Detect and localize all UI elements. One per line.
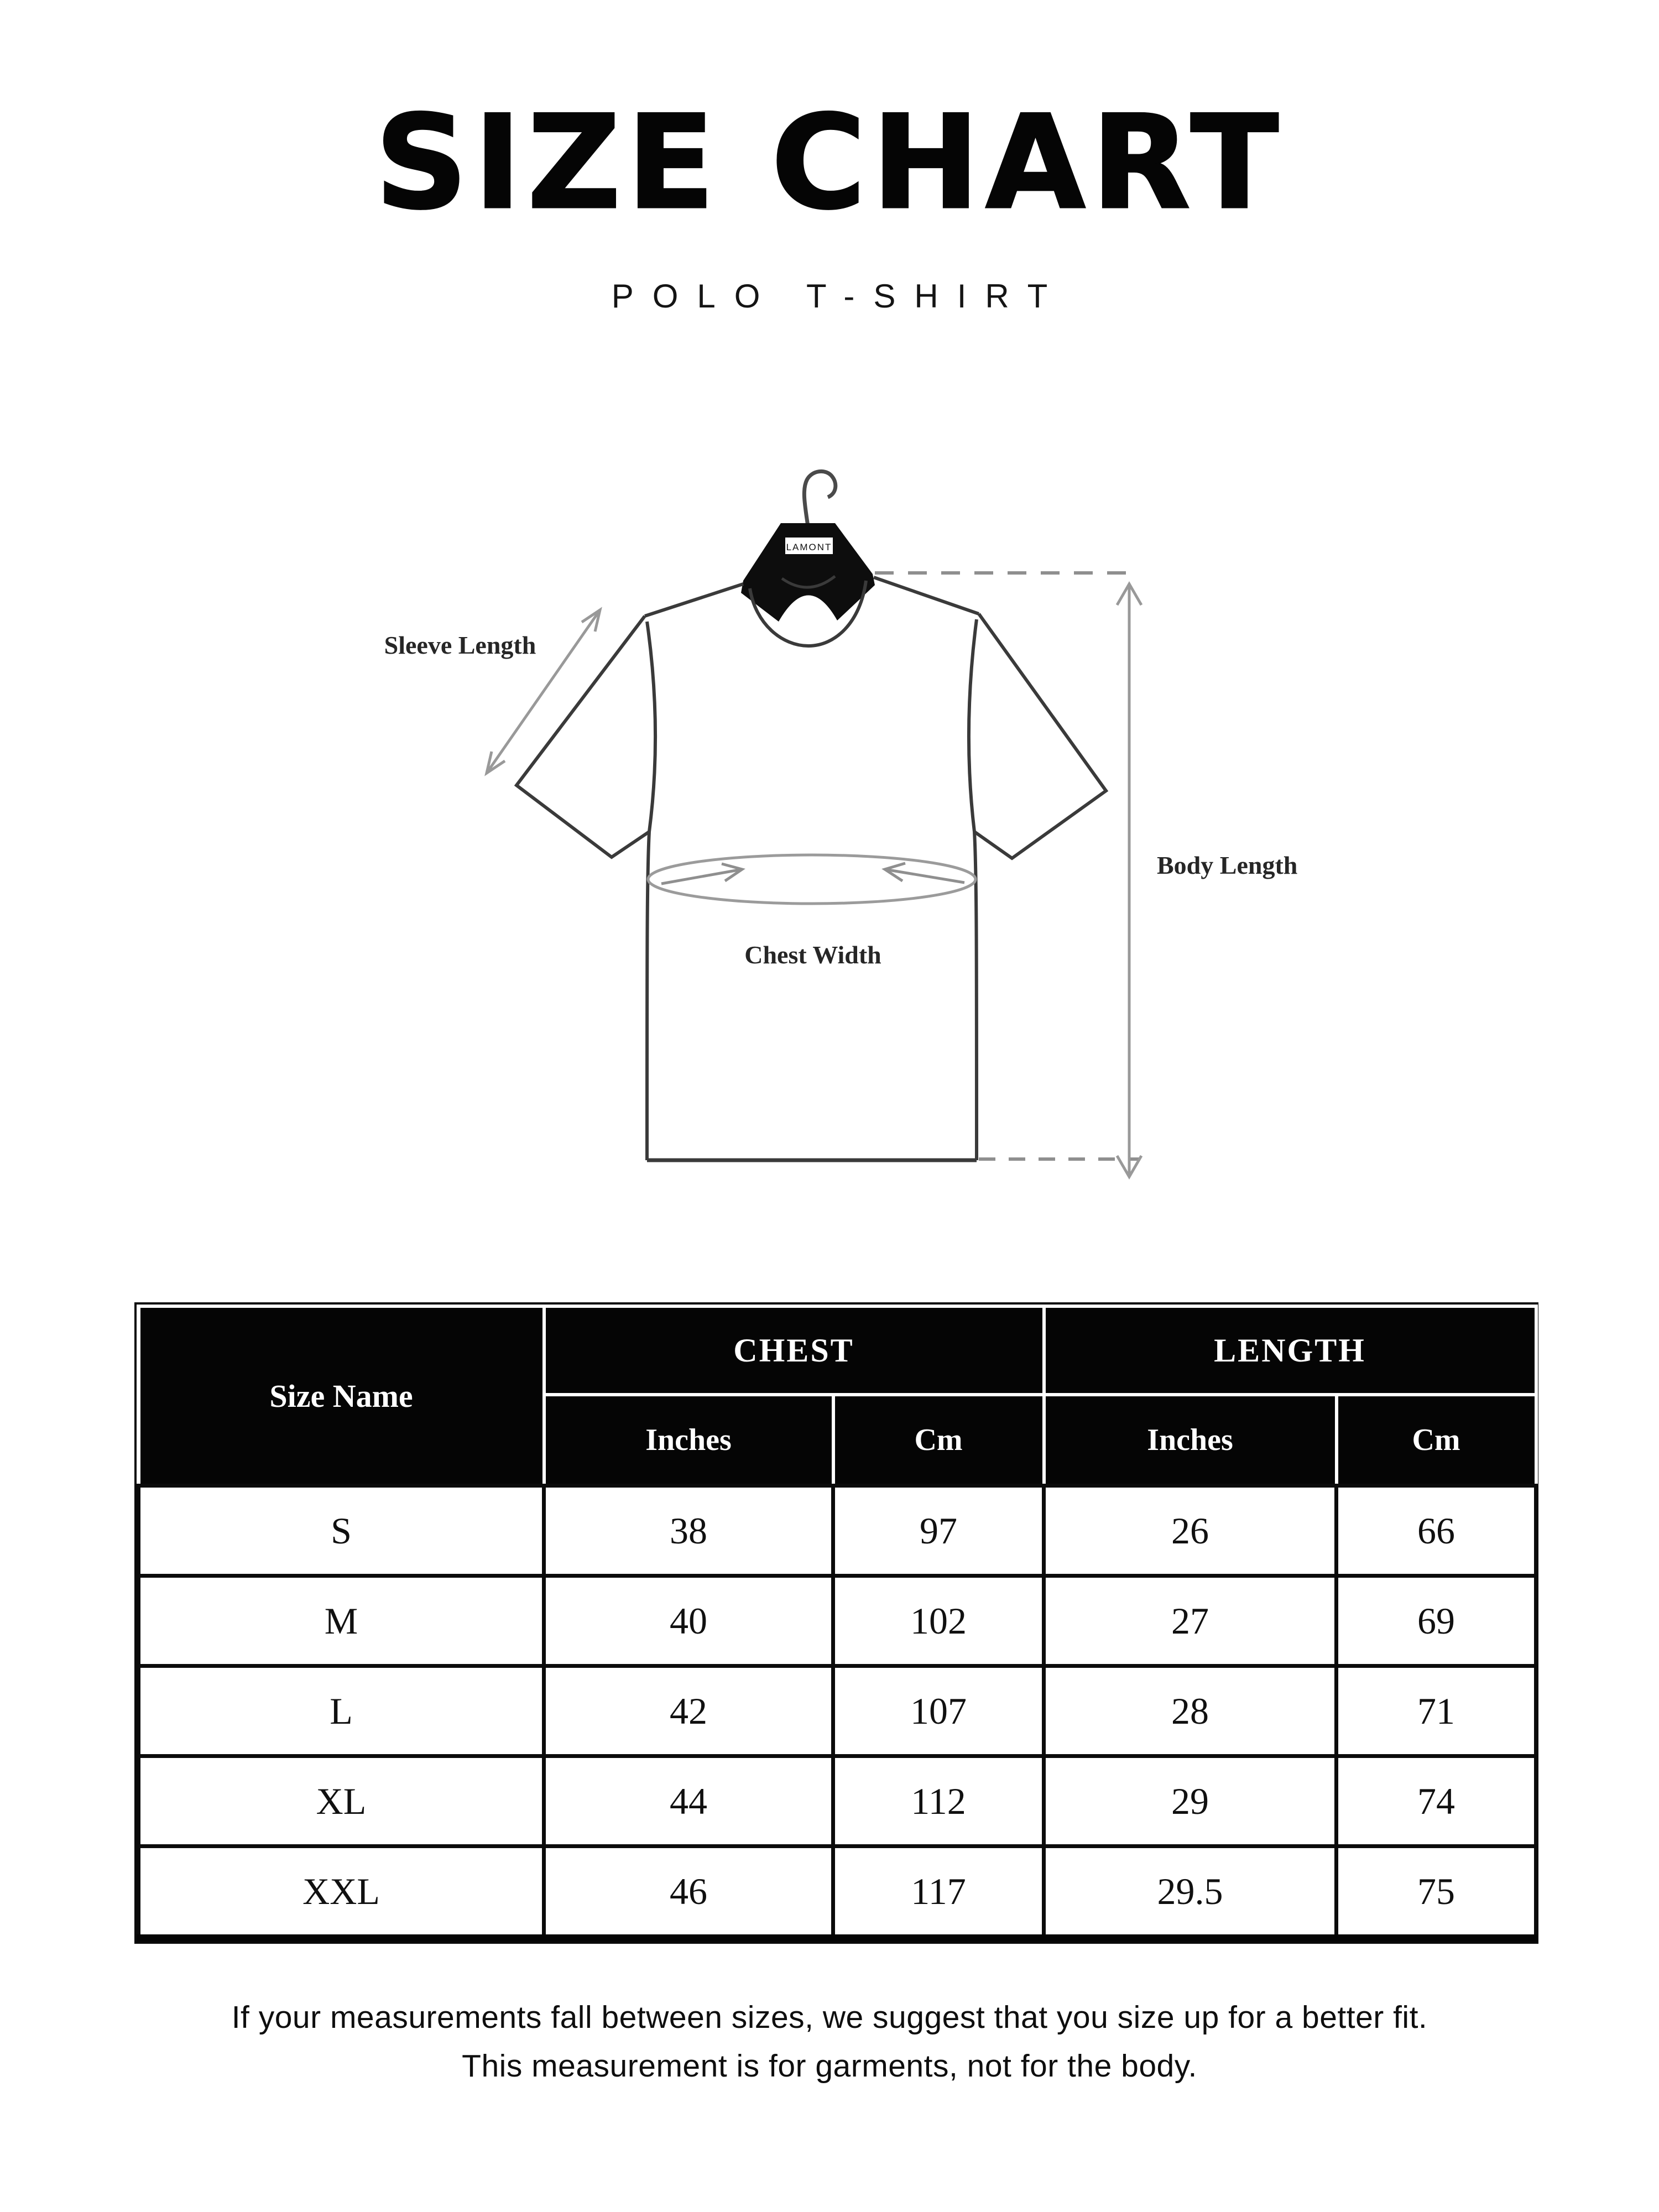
length-cm-header: Cm [1337, 1395, 1536, 1486]
length-in-cell: 28 [1044, 1666, 1337, 1756]
hanger-hook-icon [804, 471, 835, 526]
left-shoulder-line [645, 584, 743, 616]
right-sleeve-outline [974, 614, 1106, 858]
length-in-cell: 29.5 [1044, 1846, 1337, 1938]
length-cm-cell: 74 [1337, 1756, 1536, 1846]
table-row [139, 1666, 1536, 1756]
chest-cm-cell: 97 [833, 1486, 1044, 1576]
sleeve-length-label: Sleeve Length [384, 631, 536, 659]
length-cm-cell: 75 [1337, 1846, 1536, 1938]
chest-cm-cell: 112 [833, 1756, 1044, 1846]
chest-ellipse [648, 855, 975, 904]
chest-cm-cell: 102 [833, 1576, 1044, 1666]
length-cm-cell: 66 [1337, 1486, 1536, 1576]
size-cell: XL [139, 1756, 544, 1846]
length-in-cell: 27 [1044, 1576, 1337, 1666]
footer-line-2: This measurement is for garments, not for the body. [462, 2048, 1197, 2084]
table-row [139, 1846, 1536, 1938]
footer-note [0, 1993, 1659, 2090]
length-cm-cell: 71 [1337, 1666, 1536, 1756]
chest-cm-cell: 107 [833, 1666, 1044, 1756]
right-shoulder-line [874, 577, 979, 614]
length-in-cell: 29 [1044, 1756, 1337, 1846]
chest-in-cell: 42 [544, 1666, 833, 1756]
chest-in-cell: 40 [544, 1576, 833, 1666]
length-group-header: LENGTH [1044, 1306, 1536, 1395]
right-armhole-seam [969, 619, 977, 832]
chest-group-header: CHEST [544, 1306, 1044, 1395]
size-table-container [134, 1302, 1538, 1944]
chest-inches-header: Inches [544, 1395, 833, 1486]
tshirt-measurement-diagram [384, 442, 1327, 1217]
footer-line-1: If your measurements fall between sizes, we suggest that you size up for a better fit. [231, 2000, 1428, 2035]
page-title: SIZE CHART [374, 88, 1285, 238]
chest-width-label: Chest Width [744, 941, 881, 969]
size-cell: L [139, 1666, 544, 1756]
table-row [139, 1486, 1536, 1576]
size-cell: XXL [139, 1846, 544, 1938]
chest-cm-cell: 117 [833, 1846, 1044, 1938]
table-row [139, 1756, 1536, 1846]
body-length-arrow-icon [1117, 584, 1141, 1177]
size-cell: M [139, 1576, 544, 1666]
left-sleeve-outline [517, 616, 649, 857]
chest-in-cell: 46 [544, 1846, 833, 1938]
size-table [137, 1305, 1538, 1942]
page-subtitle: POLO T-SHIRT [611, 278, 1067, 315]
table-row [139, 1576, 1536, 1666]
length-inches-header: Inches [1044, 1395, 1337, 1486]
chest-in-cell: 38 [544, 1486, 833, 1576]
size-cell: S [139, 1486, 544, 1576]
chest-in-cell: 44 [544, 1756, 833, 1846]
size-name-header: Size Name [139, 1306, 544, 1486]
left-armhole-seam [647, 622, 655, 832]
length-in-cell: 26 [1044, 1486, 1337, 1576]
body-length-label: Body Length [1157, 851, 1298, 879]
hanger-label: LAMONT [786, 542, 832, 552]
chest-cm-header: Cm [833, 1395, 1044, 1486]
length-cm-cell: 69 [1337, 1576, 1536, 1666]
